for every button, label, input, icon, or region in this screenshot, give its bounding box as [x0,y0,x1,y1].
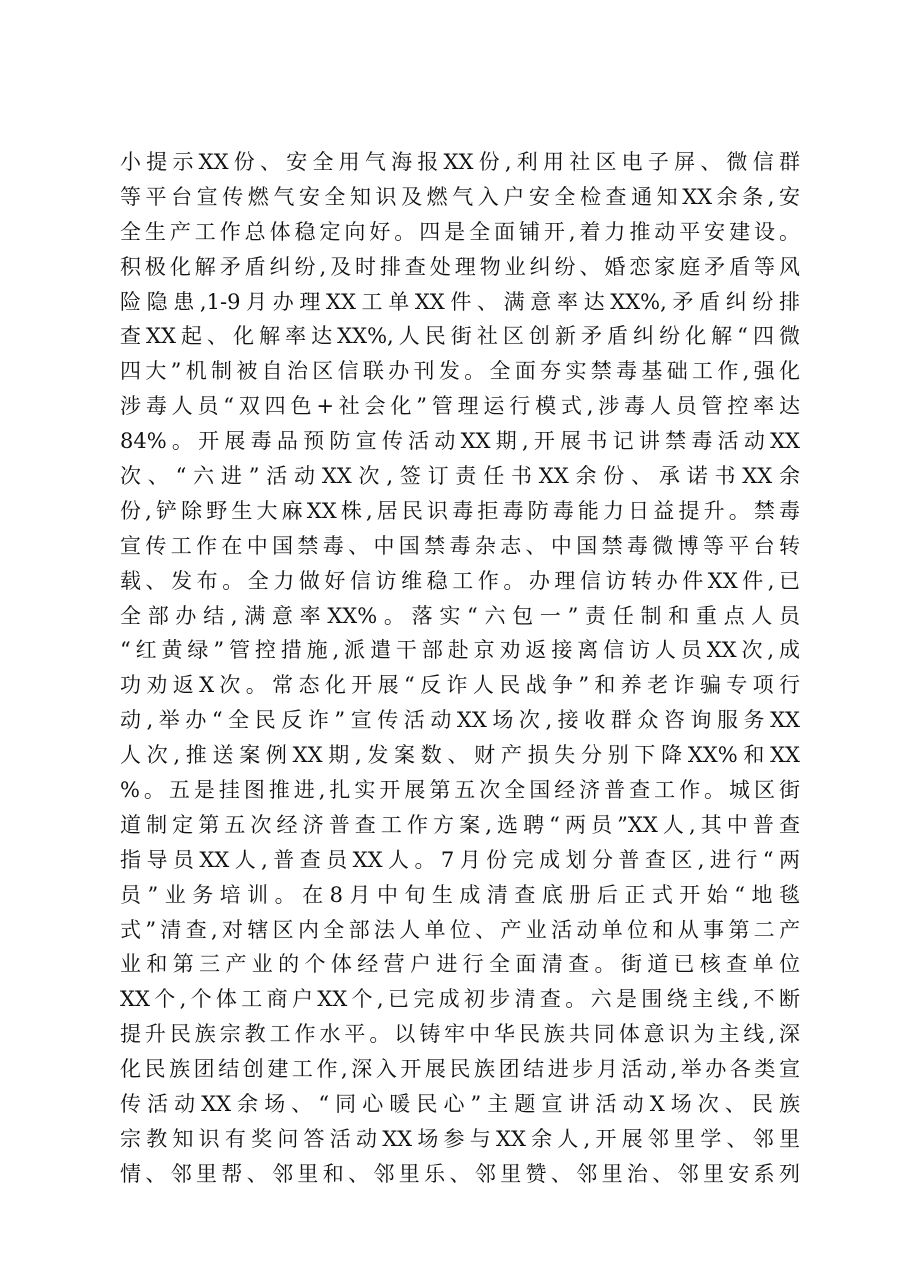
text-line: 化民族团结创建工作,深入开展民族团结进步月活动,举办各类宣 [120,1057,800,1082]
text-line: 指导员XX人,普查员XX人。7月份完成划分普查区,进行“两 [120,847,800,872]
text-line: 情、邻里帮、邻里和、邻里乐、邻里赞、邻里治、邻里安系列 [120,1161,800,1186]
text-line: 宣传工作在中国禁毒、中国禁毒杂志、中国禁毒微博等平台转 [120,533,800,558]
text-line: 查XX起、化解率达XX%,人民街社区创新矛盾纠纷化解“四微 [120,324,800,349]
text-line: 提升民族宗教工作水平。以铸牢中华民族共同体意识为主线,深 [120,1022,800,1047]
text-line: 员”业务培训。在8月中旬生成清查底册后正式开始“地毯 [120,882,800,907]
text-line: 84%。开展毒品预防宣传活动XX期,开展书记讲禁毒活动XX [120,429,800,454]
text-line: 四大”机制被自治区信联办刊发。全面夯实禁毒基础工作,强化 [120,359,800,384]
text-line: 涉毒人员“双四色+社会化”管理运行模式,涉毒人员管控率达 [120,394,800,419]
text-line: 人次,推送案例XX期,发案数、财产损失分别下降XX%和XX [120,743,800,768]
text-line: 业和第三产业的个体经营户进行全面清查。街道已核查单位 [120,952,800,977]
text-line: 式”清查,对辖区内全部法人单位、产业活动单位和从事第二产 [120,917,800,942]
text-line: 全部办结,满意率XX%。落实“六包一”责任制和重点人员 [120,603,800,628]
text-line: 积极化解矛盾纠纷,及时排查处理物业纠纷、婚恋家庭矛盾等风 [120,254,800,279]
text-line: 小提示XX份、安全用气海报XX份,利用社区电子屏、微信群 [120,150,800,174]
text-line: “红黄绿”管控措施,派遣干部赴京劝返接离信访人员XX次,成 [120,638,800,663]
text-line: %。五是挂图推进,扎实开展第五次全国经济普查工作。城区街 [120,778,800,803]
text-line: 险隐患,1-9月办理XX工单XX件、满意率达XX%,矛盾纠纷排 [120,289,800,314]
body-text [120,145,800,1192]
text-line: 功劝返X次。常态化开展“反诈人民战争”和养老诈骗专项行 [120,673,800,698]
text-line: 载、发布。全力做好信访维稳工作。办理信访转办件XX件,已 [120,568,800,593]
text-line: 宗教知识有奖问答活动XX场参与XX余人,开展邻里学、邻里 [120,1126,800,1151]
text-line: 动,举办“全民反诈”宣传活动XX场次,接收群众咨询服务XX [120,708,800,733]
text-line: XX个,个体工商户XX个,已完成初步清查。六是围绕主线,不断 [120,987,800,1012]
text-line: 次、“六进”活动XX次,签订责任书XX余份、承诺书XX余 [120,464,800,489]
text-line: 等平台宣传燃气安全知识及燃气入户安全检查通知XX余条,安 [120,184,800,209]
text-line: 道制定第五次经济普查工作方案,选聘“两员”XX人,其中普查 [120,812,800,837]
text-line: 份,铲除野生大麻XX株,居民识毒拒毒防毒能力日益提升。禁毒 [120,498,800,523]
text-line: 全生产工作总体稳定向好。四是全面铺开,着力推动平安建设。 [120,219,800,244]
text-line: 传活动XX余场、“同心暖民心”主题宣讲活动X场次、民族 [120,1092,800,1117]
